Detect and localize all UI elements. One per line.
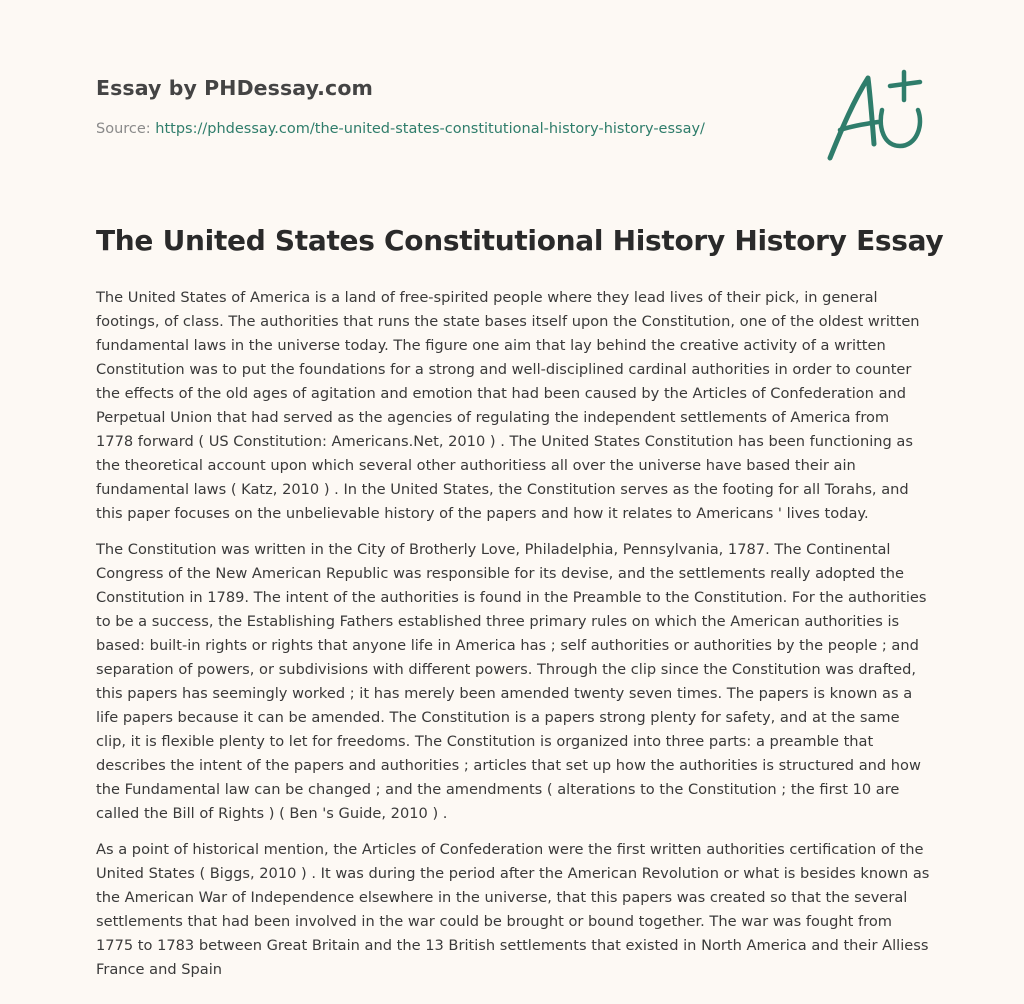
essay-paragraph: The United States of America is a land of free-spirited people where they lead lives of their pick, in general footings, of class. The authorities that runs the state bases itself upon the Constitution, one of the oldest written fundamental laws in the universe today. The figure one aim that lay behind the creative activity of a written Constitution was to put the foundations for a strong and well-disciplined cardinal authorities in order to counter the effects of the old ages of agitation and emotion that had been caused by the Articles of Confederation and Perpetual Union that had served as the agencies of regulating the independent settlements of America from 1778 forward ( US Constitution: Americans.Net, 2010 ) . The United States Constitution has been functioning as the theoretical account upon which several other authoritiess all over the universe have based their ain fundamental laws ( Katz, 2010 ) . In the United States, the Constitution serves as the footing for all Torahs, and this paper focuses on the unbelievable history of the papers and how it relates to Americans ' lives today.	[96, 289, 920, 522]
essay-paragraph: The Constitution was written in the City of Brotherly Love, Philadelphia, Pennsylvania, 1787. The Continental Congress of the New American Republic was responsible for its devise, and the settlements really adopted the Constitution in 1789. The intent of the authorities is found in the Preamble to the Constitution. For the authorities to be a success, the Establishing Fathers established three primary rules on which the American authorities is based: built-in rights or rights that anyone life in America has ; self authorities or authorities by the people ; and separation of powers, or subdivisions with different powers. Through the clip since the Constitution was drafted, this papers has seemingly worked ; it has merely been amended twenty seven times. The papers is known as a life papers because it can be amended. The Constitution is a papers strong plenty for safety, and at the same clip, it is flexible plenty to let for freedoms. The Constitution is organized into three parts: a preamble that describes the intent of the papers and authorities ; articles that set up how the authorities is structured and how the Fundamental law can be changed ; and the amendments ( alterations to the Constitution ; the first 10 are called the Bill of Rights ) ( Ben 's Guide, 2010 ) .	[96, 541, 927, 822]
source-link[interactable]: https://phdessay.com/the-united-states-constitutional-history-history-essay/	[155, 121, 705, 137]
source-label: Source:	[96, 121, 151, 137]
a-plus-logo-icon	[820, 66, 930, 166]
essay-paragraph: As a point of historical mention, the Articles of Confederation were the first written authorities certification of the United States ( Biggs, 2010 ) . It was during the period after the American Revolution or what is besides known as the American War of Independence elsewhere in the universe, that this papers was created so that the several settlements that had been involved in the war could be brought or bound together. The war was fought from 1775 to 1783 between Great Britain and the 13 British settlements that existed in North America and their Alliess France and Spain	[96, 841, 930, 978]
source-line	[96, 121, 796, 137]
essay-body	[96, 286, 930, 994]
essay-title: The United States Constitutional History History Essay	[96, 224, 944, 257]
essay-header	[96, 76, 796, 137]
brand-title: Essay by PHDessay.com	[96, 76, 373, 100]
